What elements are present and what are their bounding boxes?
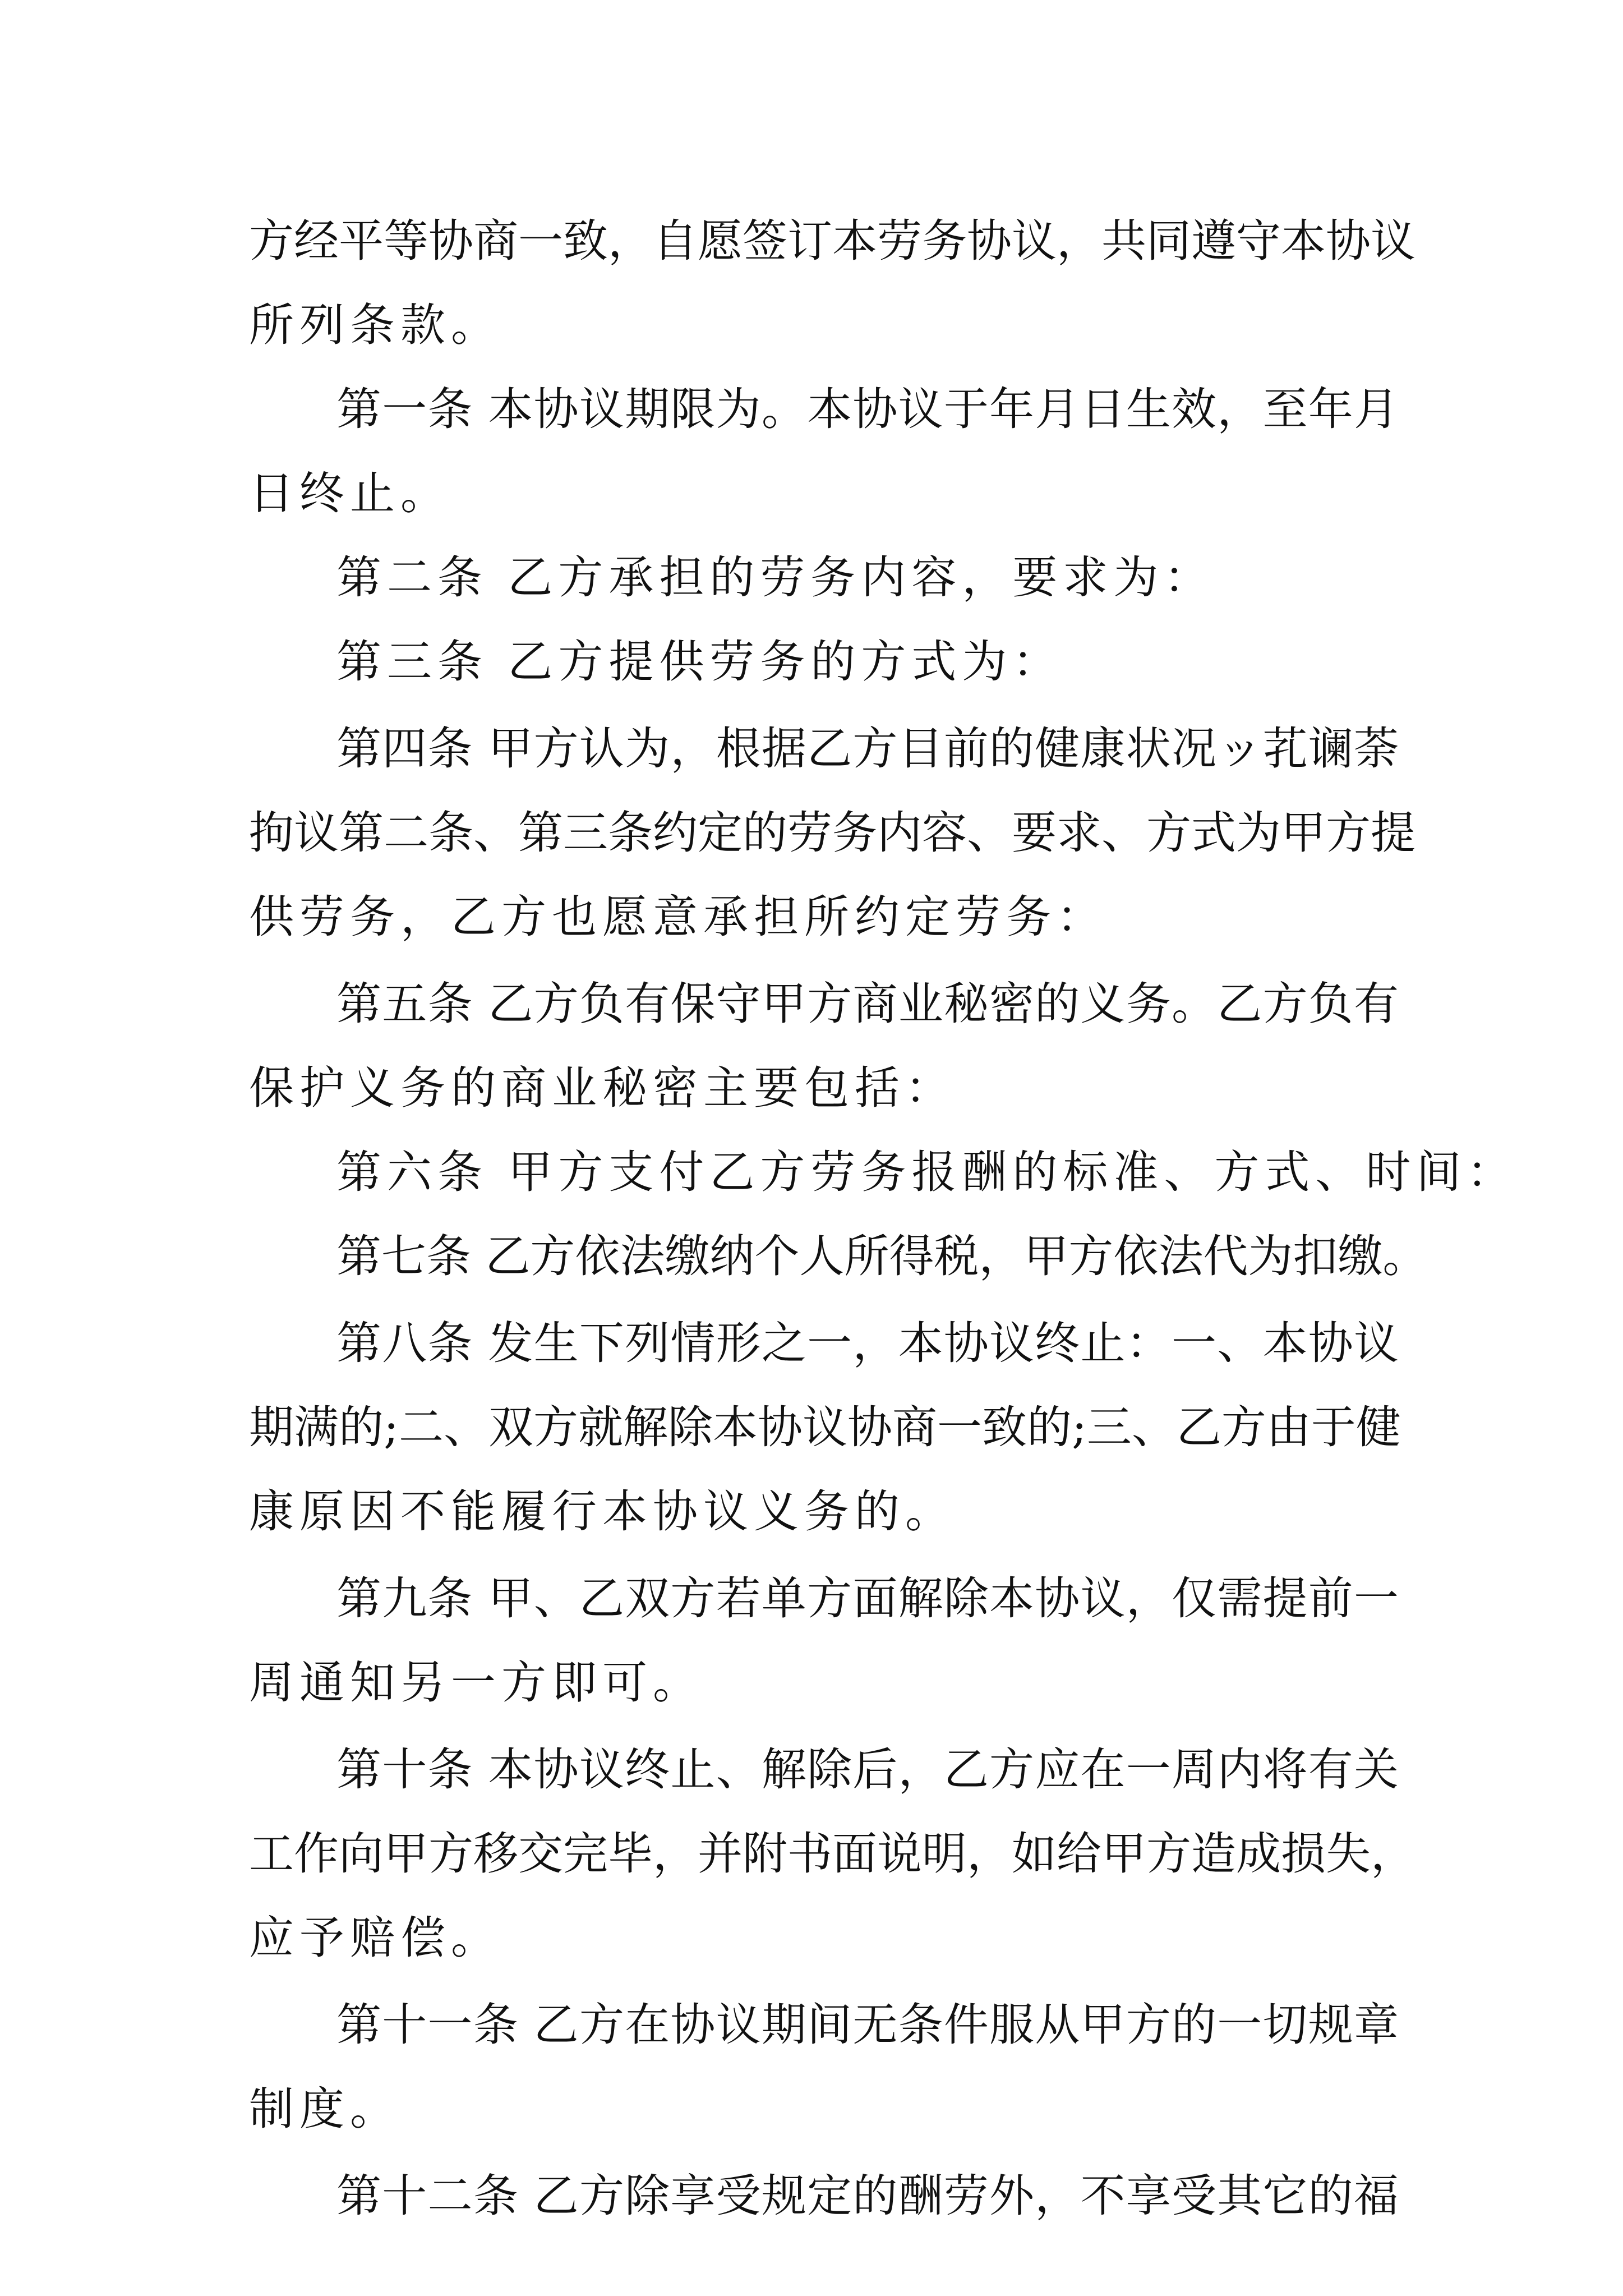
article-7-line: 第七条 乙方依法缴纳个人所得税，甲方依法代为扣缴。: [336, 1230, 1428, 1282]
article-12-line: 第十二条 乙方除享受规定的酬劳外，不享受其它的福: [336, 2170, 1399, 2222]
article-2-line: 第二条 乙方承担的劳务内容，要求为：: [336, 551, 1215, 604]
text-line: 日终止。: [249, 467, 451, 519]
article-6-line: 第六条 甲方支付乙方劳务报酬的标准、方式、时间：: [336, 1146, 1518, 1198]
text-line: 方经平等协商一致，自愿签订本劳务协议，共同遵守本协议: [249, 215, 1415, 267]
article-3-line: 第三条 乙方提供劳务的方式为：: [336, 636, 1063, 688]
text-line: 康原因不能履行本协议义务的。: [249, 1485, 956, 1538]
text-line: 工作向甲方移交完毕，并附书面说明，如给甲方造成损失，: [249, 1828, 1415, 1880]
text-line: 周通知另一方即可。: [249, 1657, 703, 1709]
text-line: 拘议第二条、第三条约定的劳务内容、要求、方式为甲方提: [249, 807, 1415, 859]
text-line: 保护义务的商业秘密主要包括：: [249, 1062, 956, 1114]
article-10-line: 第十条 本协议终止、解除后，乙方应在一周内将有关: [336, 1743, 1399, 1796]
text-line: 供劳务，乙方也愿意承担所约定劳务：: [249, 891, 1107, 943]
text-line: 期满的;二、双方就解除本协议协商一致的;三、乙方由于健: [249, 1401, 1401, 1453]
article-1-line: 第一条 本协议期限为。本协议于年月日生效，至年月: [336, 383, 1399, 435]
article-9-line: 第九条 甲、乙双方若单方面解除本协议，仅需提前一: [336, 1572, 1399, 1625]
text-line: 所列条款。: [249, 299, 501, 351]
article-5-line: 第五条 乙方负有保守甲方商业秘密的义务。乙方负有: [336, 978, 1399, 1030]
article-11-line: 第十一条 乙方在协议期间无条件服从甲方的一切规章: [336, 1999, 1399, 2051]
text-line: 制度。: [249, 2083, 400, 2135]
text-line: 应予赔偿。: [249, 1912, 501, 1964]
article-8-line: 第八条 发生下列情形之一，本协议终止：一、本协议: [336, 1317, 1399, 1369]
article-4-line: 第四条 甲方认为，根据乙方目前的健康状况ッ芤谰荼: [336, 723, 1399, 775]
